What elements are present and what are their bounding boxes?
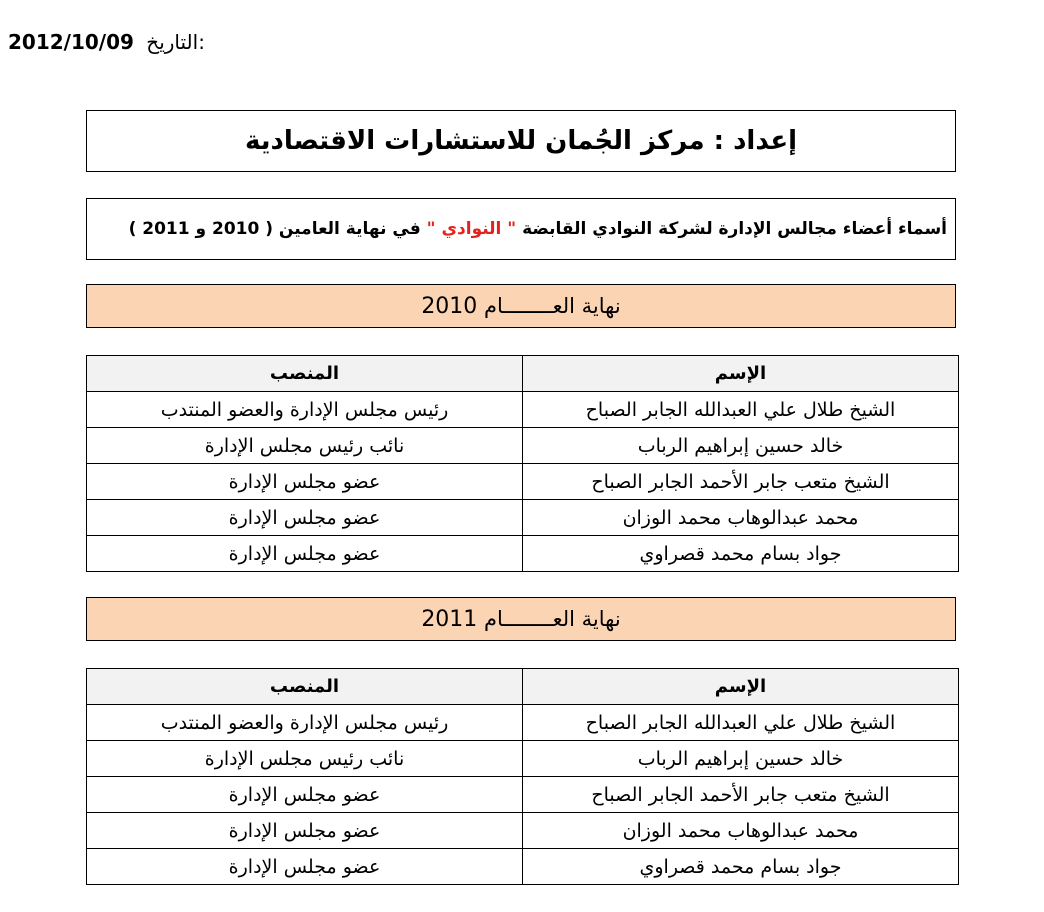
document-title: إعداد : مركز الجُمان للاستشارات الاقتصادية [86,110,956,172]
member-position: عضو مجلس الإدارة [87,813,523,849]
member-position: عضو مجلس الإدارة [87,849,523,885]
member-position: نائب رئيس مجلس الإدارة [87,741,523,777]
section-year: 2010 [421,294,478,319]
member-name: جواد بسام محمد قصراوي [523,536,959,572]
member-position: رئيس مجلس الإدارة والعضو المنتدب [87,705,523,741]
section-heading-2011 [86,597,956,641]
document-subtitle [86,198,956,260]
table-header-row [87,669,959,705]
date-label: التاريخ: [146,30,205,54]
board-members-table-2011 [86,668,959,885]
date-value: 2012/10/09 [8,30,134,54]
table-row [87,777,959,813]
table-row [87,428,959,464]
member-name: الشيخ طلال علي العبدالله الجابر الصباح [523,392,959,428]
table-row [87,464,959,500]
member-name: الشيخ طلال علي العبدالله الجابر الصباح [523,705,959,741]
section-heading-label: نهاية العــــــــام [484,607,621,631]
member-position: عضو مجلس الإدارة [87,777,523,813]
member-position: رئيس مجلس الإدارة والعضو المنتدب [87,392,523,428]
section-heading-2010 [86,284,956,328]
member-name: الشيخ متعب جابر الأحمد الجابر الصباح [523,464,959,500]
column-header-name: الإسم [523,669,959,705]
subtitle-before: أسماء أعضاء مجالس الإدارة لشركة النوادي القابضة [522,219,947,239]
section-heading-label: نهاية العــــــــام [484,294,621,318]
member-position: عضو مجلس الإدارة [87,464,523,500]
section-year: 2011 [421,607,478,632]
document-date [8,30,205,58]
column-header-name: الإسم [523,356,959,392]
member-name: محمد عبدالوهاب محمد الوزان [523,500,959,536]
table-row [87,705,959,741]
column-header-position: المنصب [87,356,523,392]
member-name: جواد بسام محمد قصراوي [523,849,959,885]
table-row [87,392,959,428]
column-header-position: المنصب [87,669,523,705]
member-position: عضو مجلس الإدارة [87,536,523,572]
member-position: عضو مجلس الإدارة [87,500,523,536]
subtitle-after: في نهاية العامين ( 2010 و 2011 ) [128,219,421,239]
table-row [87,536,959,572]
table-row [87,849,959,885]
subtitle-highlight: " النوادي " [426,219,517,239]
table-header-row [87,356,959,392]
table-row [87,741,959,777]
member-name: محمد عبدالوهاب محمد الوزان [523,813,959,849]
member-position: نائب رئيس مجلس الإدارة [87,428,523,464]
board-members-table-2010 [86,355,959,572]
table-row [87,500,959,536]
member-name: خالد حسين إبراهيم الرباب [523,428,959,464]
member-name: خالد حسين إبراهيم الرباب [523,741,959,777]
member-name: الشيخ متعب جابر الأحمد الجابر الصباح [523,777,959,813]
table-row [87,813,959,849]
